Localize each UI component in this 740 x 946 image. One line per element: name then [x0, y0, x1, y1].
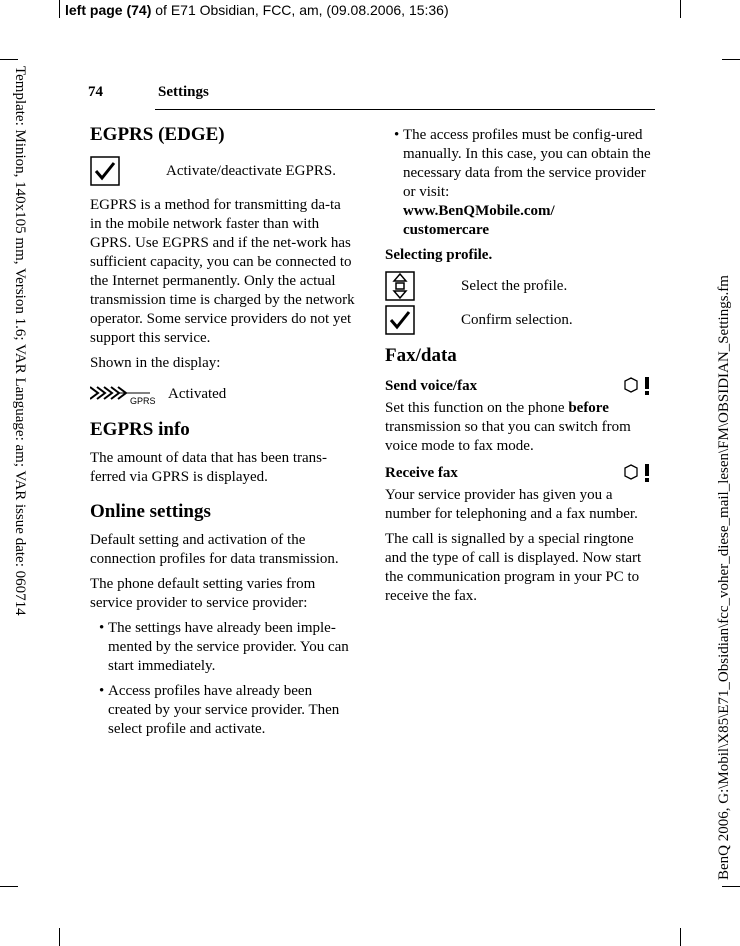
template-info-text: Template: Minion, 140x105 mm, Version 1.6; VAR Language: am; VAR issue date: 060714: [12, 66, 28, 616]
gprs-icon-label: GPRS: [130, 396, 156, 405]
list-item: • Access profiles have already been created by your service provider. Then select profile and activate.: [108, 682, 355, 739]
section-title: Settings: [158, 84, 209, 100]
page-number: 74: [88, 84, 103, 100]
list-item: [403, 126, 653, 240]
receive-fax-description: Your service provider has given you a number for telephoning and a fax number.: [385, 487, 638, 522]
file-info-line: [65, 2, 449, 18]
receive-fax-heading: Receive fax: [385, 464, 458, 481]
online-settings-description: Default setting and activation of the connection profiles for data transmission.: [90, 532, 339, 567]
file-info-bold: left page (74): [65, 2, 152, 18]
activated-text: Activated: [168, 385, 227, 402]
left-column: [90, 124, 355, 745]
egprs-heading: EGPRS (EDGE): [90, 124, 225, 145]
send-text-bold: before: [568, 400, 609, 416]
call-signalled-description: The call is signalled by a special ringtone and the type of call is displayed. Now start the communication program in your PC to receive the fax.: [385, 531, 642, 604]
crop-mark: [680, 928, 681, 946]
navigation-up-down-key-icon: [385, 271, 415, 301]
gprs-display-row: [90, 379, 355, 409]
url-line-1: www.BenQMobile.com/: [403, 203, 555, 219]
online-settings-heading: Online settings: [90, 501, 211, 522]
provider-dependent-icon: [623, 462, 653, 484]
confirm-selection-row: [385, 303, 653, 337]
fax-data-heading: Fax/data: [385, 345, 457, 366]
crop-mark: [0, 59, 18, 60]
egprs-description: EGPRS is a method for transmitting da-ta in the mobile network faster than with GPRS. Use EGPRS and if the net-work has sufficient capacity, you can be connected to the Internet permanently. Only the actual transmission time is charged by the network operator. Some service providers do not yet support this service.: [90, 197, 355, 346]
provider-dependent-icon: [623, 375, 653, 397]
url-line-2: customercare: [403, 222, 490, 238]
send-text-pre: Set this function on the phone: [385, 400, 569, 416]
egprs-info-description: The amount of data that has been trans-ferred via GPRS is displayed.: [90, 450, 327, 485]
checkmark-key-icon: [385, 305, 415, 335]
checkmark-key-icon: [90, 156, 120, 186]
crop-mark: [0, 886, 18, 887]
egprs-activate-text: Activate/deactivate EGPRS.: [166, 162, 336, 179]
crop-mark: [59, 928, 60, 946]
access-profile-bullet-text: The access profiles must be config-ured manually. In this case, you can obtain the necessary data from the service provider or visit:: [403, 127, 651, 200]
egprs-info-heading: EGPRS info: [90, 419, 190, 440]
crop-mark: [722, 59, 740, 60]
egprs-activate-row: [90, 154, 355, 188]
send-voice-fax-header: [385, 375, 653, 397]
receive-fax-header: [385, 462, 653, 484]
crop-mark: [59, 0, 60, 18]
right-column: [385, 126, 653, 612]
list-item: • The settings have already been imple-mented by the service provider. You can start immediately.: [108, 619, 355, 676]
select-profile-text: Select the profile.: [461, 277, 568, 294]
header-rule: [155, 109, 655, 110]
select-profile-row: [385, 269, 653, 303]
provider-bullet-list: [90, 619, 355, 739]
selecting-profile-heading: Selecting profile.: [385, 247, 493, 263]
crop-mark: [722, 886, 740, 887]
access-profile-bullet-list: [385, 126, 653, 240]
file-info-rest: of E71 Obsidian, FCC, am, (09.08.2006, 15:36): [151, 2, 449, 18]
shown-in-display-label: Shown in the display:: [90, 355, 221, 371]
varies-description: The phone default setting varies from service provider to service provider:: [90, 576, 316, 611]
file-path-text: BenQ 2006, G:\Mobil\X85\E71_Obsidian\fcc_voher_diese_mail_lesen\FM\OBSIDIAN_Settings.fm: [716, 275, 732, 880]
send-voice-fax-heading: Send voice/fax: [385, 377, 478, 394]
running-head: [88, 84, 209, 101]
send-text-post: transmission so that you can switch from voice mode to fax mode.: [385, 419, 631, 454]
send-voice-fax-description: [385, 399, 653, 456]
gprs-signal-icon: [90, 383, 160, 405]
confirm-selection-text: Confirm selection.: [461, 311, 573, 328]
crop-mark: [680, 0, 681, 18]
